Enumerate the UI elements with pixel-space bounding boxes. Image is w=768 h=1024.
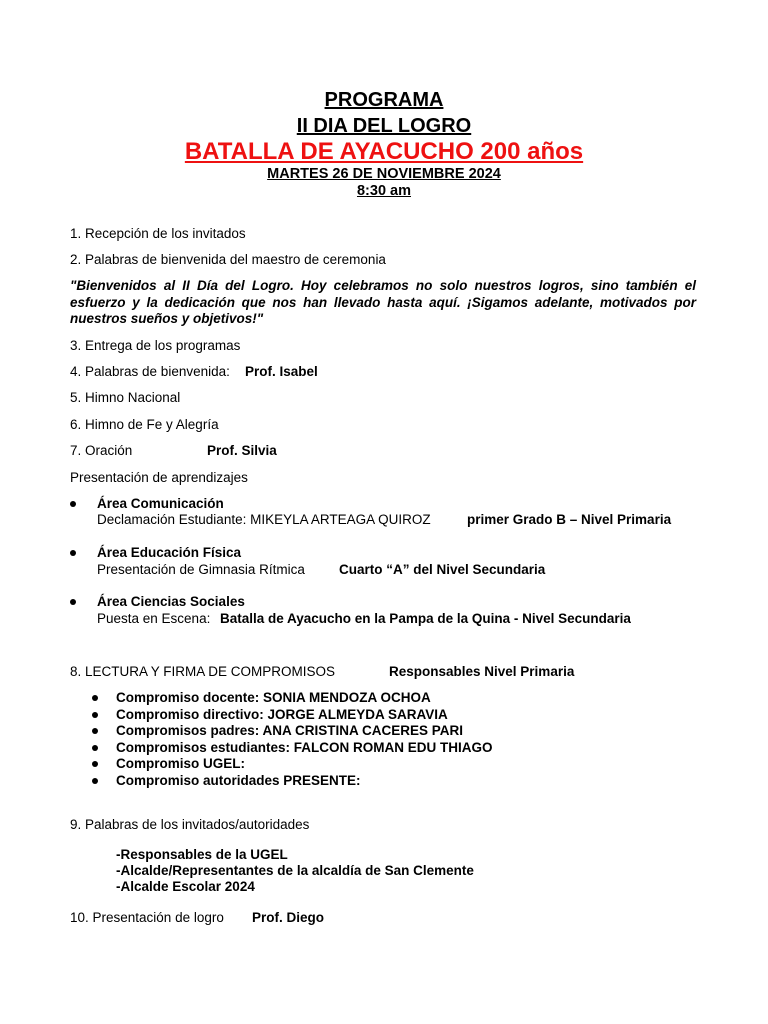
item-7-label: 7. Oración	[70, 443, 133, 458]
item-4-person: Prof. Isabel	[245, 364, 318, 379]
compromiso-item: Compromisos estudiantes: FALCON ROMAN EDU THIAGO	[116, 740, 493, 755]
bullet-icon	[92, 695, 98, 701]
bullet-icon	[92, 778, 98, 784]
compromiso-item: Compromisos padres: ANA CRISTINA CACERES PARI	[116, 723, 464, 738]
compromiso-item: Compromiso docente: SONIA MENDOZA OCHOA	[116, 690, 431, 705]
item-1: 1. Recepción de los invitados	[70, 226, 246, 241]
area-title: Área Educación Física	[97, 545, 242, 560]
bullet-icon	[92, 728, 98, 734]
bullet-icon	[92, 745, 98, 751]
bullet-icon	[92, 761, 98, 767]
compromiso-item: Compromiso autoridades PRESENTE:	[116, 773, 361, 788]
program-title: PROGRAMA	[324, 89, 444, 111]
item-6: 6. Himno de Fe y Alegría	[70, 417, 219, 432]
invitado-item: -Alcalde/Representantes de la alcaldía de San Clemente	[116, 863, 474, 878]
compromisos-responsables: Responsables Nivel Primaria	[389, 664, 575, 679]
bullet-icon	[70, 550, 76, 556]
item-3: 3. Entrega de los programas	[70, 338, 241, 353]
event-title: BATALLA DE AYACUCHO 200 años	[184, 138, 584, 165]
item-4-label: 4. Palabras de bienvenida:	[70, 364, 230, 379]
welcome-quote: "Bienvenidos al II Día del Logro. Hoy celebramos no solo nuestros logros, sino también el esfuerzo y la dedicación que nos han llevado hasta aquí. ¡Sigamos adelante, motivados por nuestros sueños y objetivos!"	[70, 278, 696, 326]
aprendizajes-heading: Presentación de aprendizajes	[70, 470, 248, 485]
area-title: Área Ciencias Sociales	[97, 594, 245, 609]
bullet-icon	[70, 599, 76, 605]
area-detail: Declamación Estudiante: MIKEYLA ARTEAGA QUIROZ	[97, 512, 431, 527]
item-5: 5. Himno Nacional	[70, 390, 181, 405]
area-title: Área Comunicación	[97, 496, 224, 511]
item-7-person: Prof. Silvia	[207, 443, 277, 458]
area-group: primer Grado B – Nivel Primaria	[467, 512, 672, 527]
compromiso-item: Compromiso UGEL:	[116, 756, 246, 771]
compromiso-item: Compromiso directivo: JORGE ALMEYDA SARAVIA	[116, 707, 448, 722]
event-date: MARTES 26 DE NOVIEMBRE 2024	[267, 166, 501, 182]
area-detail: Presentación de Gimnasia Rítmica	[97, 562, 305, 577]
area-group: Cuarto “A” del Nivel Secundaria	[339, 562, 546, 577]
bullet-icon	[92, 712, 98, 718]
invitado-item: -Alcalde Escolar 2024	[116, 879, 255, 894]
item-10-person: Prof. Diego	[252, 910, 325, 925]
event-time: 8:30 am	[356, 183, 411, 199]
program-subtitle: II DIA DEL LOGRO	[296, 115, 472, 137]
area-detail: Puesta en Escena:	[97, 611, 211, 626]
item-10-label: 10. Presentación de logro	[70, 910, 224, 925]
item-2: 2. Palabras de bienvenida del maestro de ceremonia	[70, 252, 386, 267]
bullet-icon	[70, 501, 76, 507]
area-group: Batalla de Ayacucho en la Pampa de la Quina - Nivel Secundaria	[220, 611, 631, 626]
compromisos-heading: 8. LECTURA Y FIRMA DE COMPROMISOS	[70, 664, 336, 679]
invitado-item: -Responsables de la UGEL	[116, 847, 288, 862]
invitados-heading: 9. Palabras de los invitados/autoridades	[70, 817, 310, 832]
